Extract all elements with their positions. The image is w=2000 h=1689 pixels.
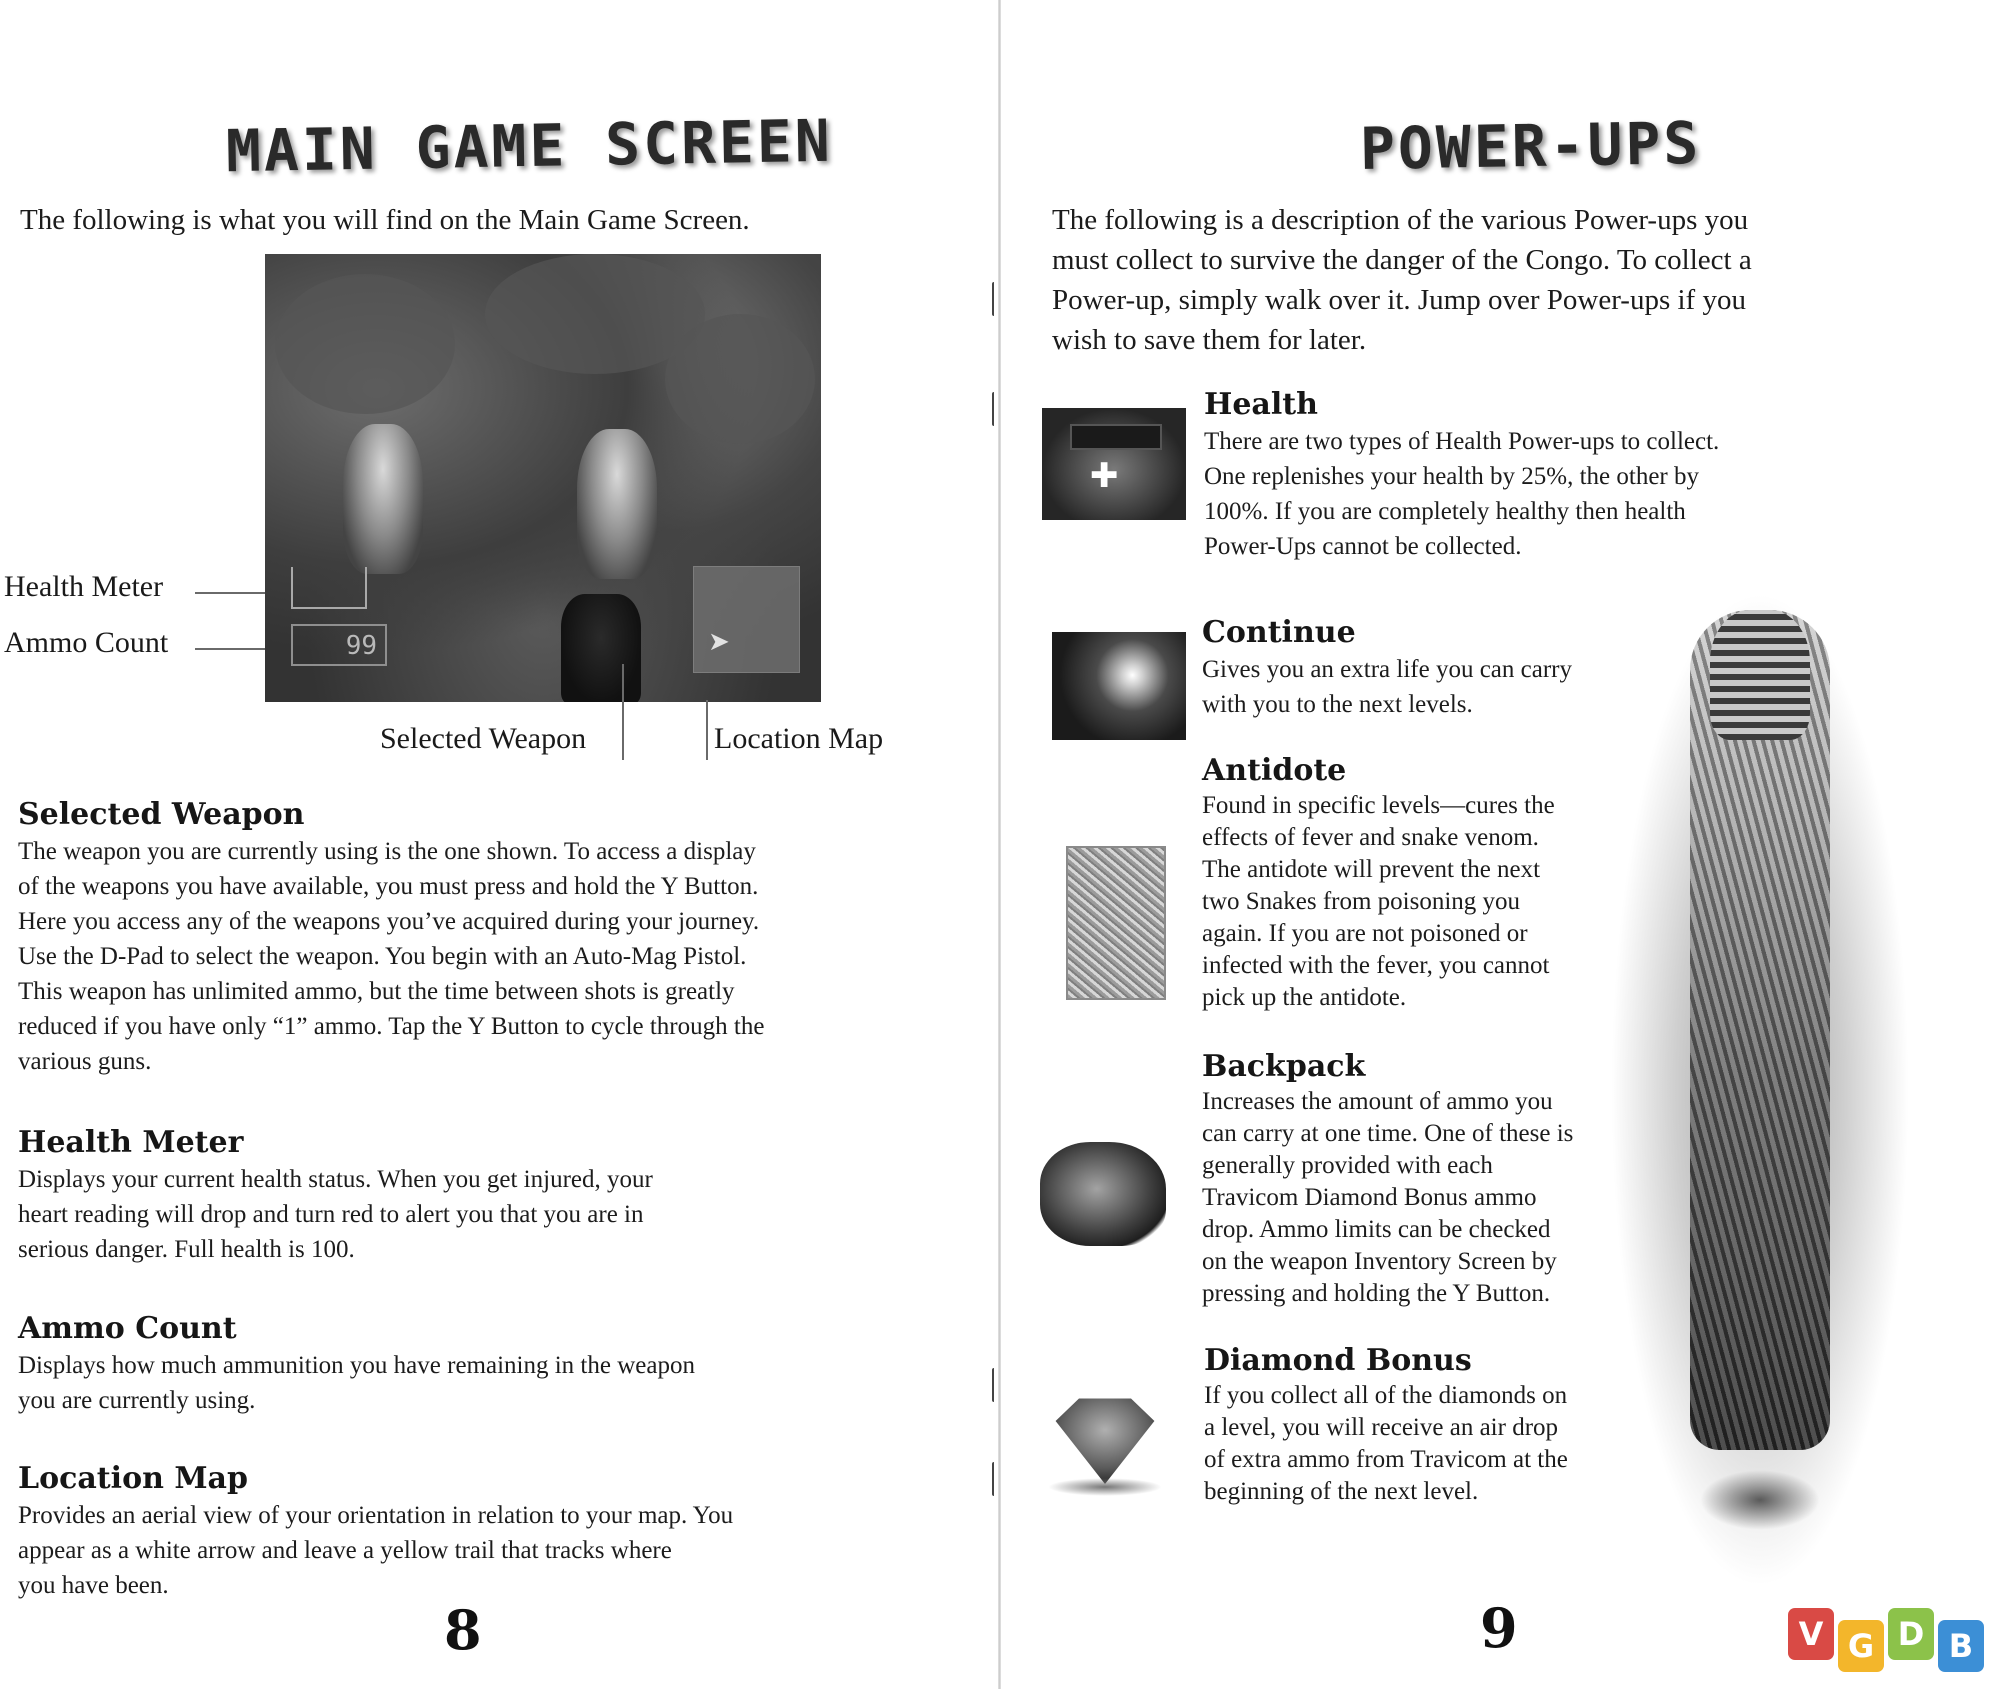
- section-line: you have been.: [18, 1572, 169, 1599]
- powerup-line: beginning of the next level.: [1204, 1478, 1479, 1505]
- callout-leader-line: [195, 648, 265, 650]
- powerup-line: One replenishes your health by 25%, the other by: [1204, 463, 1700, 490]
- section-health-meter: [18, 1124, 978, 1267]
- powerup-antidote: [1202, 752, 1662, 1014]
- callout-leader-line: [195, 592, 265, 594]
- glowing-orb-hand-icon: [1052, 632, 1186, 740]
- page-number: 8: [444, 1598, 482, 1662]
- intro-line: must collect to survive the danger of the Congo. To collect a: [1052, 244, 1752, 276]
- powerup-line: pick up the antidote.: [1202, 984, 1407, 1011]
- statue-shadow: [1700, 1470, 1820, 1530]
- powerup-line: Found in specific levels—cures the: [1202, 792, 1555, 819]
- callout-health-meter: Health Meter: [4, 570, 164, 603]
- health-cross-icon: ✚: [1090, 456, 1119, 496]
- intro-text: [1052, 200, 1952, 360]
- powerup-line: generally provided with each: [1202, 1152, 1493, 1179]
- intro-line: The following is a description of the various Power-ups you: [1052, 204, 1749, 236]
- callout-ammo-count: Ammo Count: [4, 626, 169, 659]
- section-line: appear as a white arrow and leave a yellow trail that tracks where: [18, 1537, 672, 1564]
- powerup-line: pressing and holding the Y Button.: [1202, 1280, 1551, 1307]
- logo-tile: D: [1888, 1608, 1934, 1660]
- game-screenshot: [265, 254, 821, 702]
- section-ammo-count: [18, 1310, 978, 1418]
- powerup-line: again. If you are not poisoned or: [1202, 920, 1528, 947]
- powerup-line: The antidote will prevent the next: [1202, 856, 1541, 883]
- section-heading: Location Map: [18, 1461, 248, 1496]
- section-line: of the weapons you have available, you must press and hold the Y Button.: [18, 873, 759, 900]
- powerup-line: If you collect all of the diamonds on: [1204, 1382, 1568, 1409]
- creature-sprite: [343, 424, 423, 574]
- jungle-foliage: [665, 314, 815, 444]
- powerup-line: There are two types of Health Power-ups to collect.: [1204, 428, 1720, 455]
- jungle-foliage: [275, 274, 455, 414]
- powerup-heading: Diamond Bonus: [1204, 1343, 1472, 1378]
- powerup-line: two Snakes from poisoning you: [1202, 888, 1521, 915]
- logo-tile: V: [1788, 1608, 1834, 1660]
- health-crate-icon: [1042, 408, 1186, 520]
- section-line: serious danger. Full health is 100.: [18, 1236, 355, 1263]
- hud-location-map: [693, 566, 800, 673]
- powerup-heading: Health: [1204, 387, 1318, 422]
- callout-location-map: Location Map: [714, 722, 884, 755]
- powerup-line: with you to the next levels.: [1202, 691, 1473, 718]
- powerup-line: Power-Ups cannot be collected.: [1204, 533, 1522, 560]
- section-heading: Ammo Count: [18, 1311, 237, 1346]
- page-title: MAIN GAME SCREEN: [225, 106, 834, 186]
- section-line: The weapon you are currently using is the one shown. To access a display: [18, 838, 756, 865]
- callout-leader-line: [706, 700, 708, 760]
- powerup-line: infected with the fever, you cannot: [1202, 952, 1550, 979]
- powerup-line: drop. Ammo limits can be checked: [1202, 1216, 1551, 1243]
- powerup-heading: Continue: [1202, 615, 1356, 650]
- backpack-icon: [1040, 1142, 1166, 1246]
- powerup-line: Travicom Diamond Bonus ammo: [1202, 1184, 1537, 1211]
- section-line: various guns.: [18, 1048, 152, 1075]
- crate-lid: [1070, 424, 1162, 450]
- section-line: Use the D-Pad to select the weapon. You begin with an Auto-Mag Pistol.: [18, 943, 747, 970]
- section-line: reduced if you have only “1” ammo. Tap the Y Button to cycle through the: [18, 1013, 765, 1040]
- powerup-line: a level, you will receive an air drop: [1204, 1414, 1559, 1441]
- section-line: heart reading will drop and turn red to alert you that you are in: [18, 1201, 644, 1228]
- callout-selected-weapon: Selected Weapon: [380, 722, 587, 755]
- powerup-line: on the weapon Inventory Screen by: [1202, 1248, 1557, 1275]
- player-arrow-icon: ➤: [708, 627, 730, 657]
- antidote-vial-icon: [1066, 846, 1166, 1000]
- powerup-continue: [1202, 614, 1662, 722]
- powerup-line: effects of fever and snake venom.: [1202, 824, 1539, 851]
- section-line: Provides an aerial view of your orientation in relation to your map. You: [18, 1502, 734, 1529]
- powerup-heading: Backpack: [1202, 1049, 1366, 1084]
- section-line: This weapon has unlimited ammo, but the time between shots is greatly: [18, 978, 735, 1005]
- vgdb-watermark-logo: [1788, 1604, 1994, 1680]
- powerup-line: Gives you an extra life you can carry: [1202, 656, 1572, 683]
- hud-selected-weapon: [561, 594, 641, 702]
- tribal-statue-illustration: [1660, 610, 1860, 1550]
- page-title: POWER-UPS: [1359, 109, 1702, 183]
- section-heading: Health Meter: [18, 1125, 244, 1160]
- section-heading: Selected Weapon: [18, 797, 305, 832]
- powerup-line: Increases the amount of ammo you: [1202, 1088, 1553, 1115]
- powerup-line: of extra ammo from Travicom at the: [1204, 1446, 1568, 1473]
- section-line: Displays your current health status. When you get injured, your: [18, 1166, 653, 1193]
- statue-head: [1710, 610, 1810, 740]
- intro-text: The following is what you will find on the Main Game Screen.: [20, 204, 750, 236]
- powerup-backpack: [1202, 1048, 1662, 1310]
- logo-tile: B: [1938, 1620, 1984, 1672]
- section-line: Here you access any of the weapons you’ve acquired during your journey.: [18, 908, 760, 935]
- diamond-shadow: [1048, 1478, 1162, 1496]
- logo-tile: G: [1838, 1620, 1884, 1672]
- intro-line: Power-up, simply walk over it. Jump over Power-ups if you: [1052, 284, 1746, 316]
- creature-sprite: [577, 429, 657, 579]
- callout-leader-line: [622, 664, 624, 760]
- powerup-line: can carry at one time. One of these is: [1202, 1120, 1574, 1147]
- page-number: 9: [1480, 1596, 1518, 1660]
- section-line: Displays how much ammunition you have remaining in the weapon: [18, 1352, 695, 1379]
- powerup-health: [1204, 386, 1804, 564]
- powerup-line: 100%. If you are completely healthy then health: [1204, 498, 1686, 525]
- hud-health-meter: [291, 567, 367, 609]
- section-location-map: [18, 1460, 978, 1603]
- powerup-diamond-bonus: [1204, 1342, 1664, 1508]
- intro-line: wish to save them for later.: [1052, 324, 1367, 356]
- section-selected-weapon: [18, 796, 978, 1079]
- powerup-heading: Antidote: [1202, 753, 1347, 788]
- hud-ammo-count: 99: [291, 624, 387, 666]
- section-line: you are currently using.: [18, 1387, 256, 1414]
